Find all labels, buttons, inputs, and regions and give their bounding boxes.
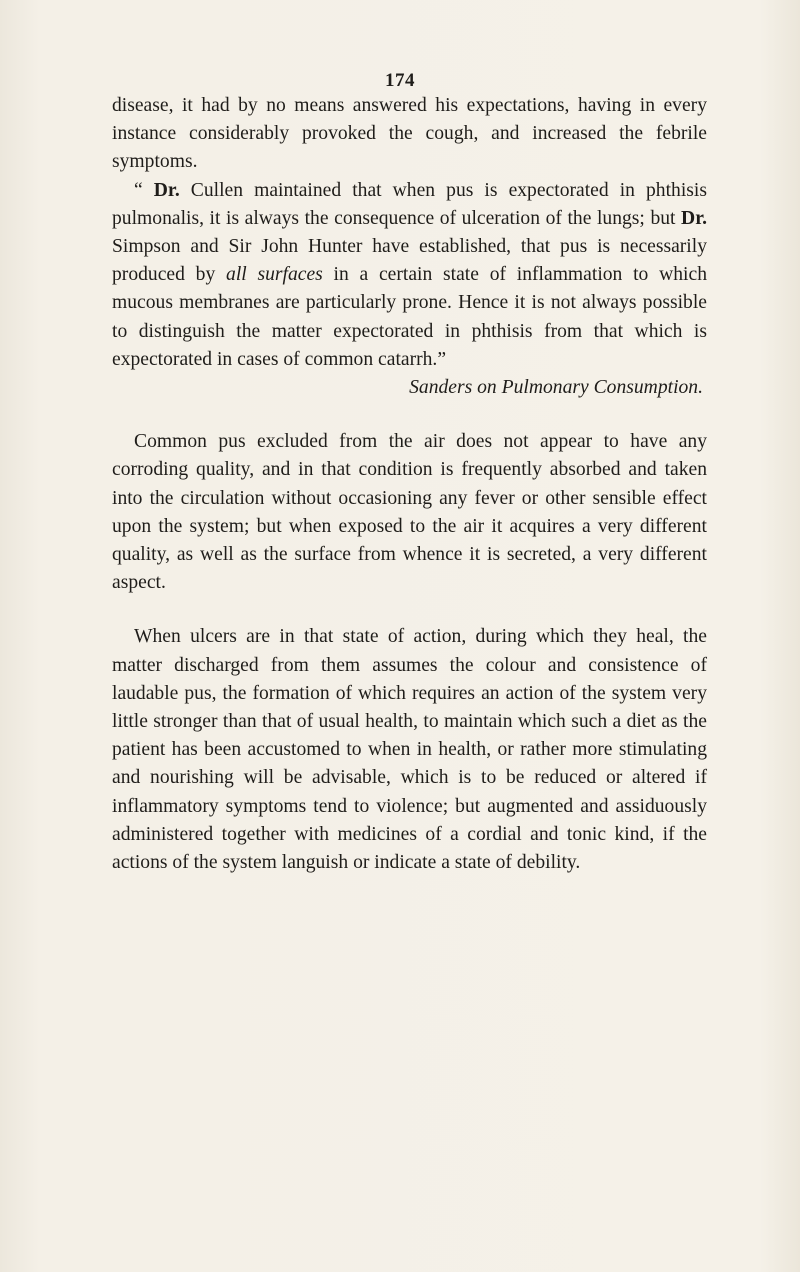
quote-dr-simpson: Dr. [681, 207, 707, 229]
quote-open: “ [134, 179, 154, 201]
quote-dr-cullen: Dr. [153, 179, 180, 201]
quote-emphasis: all surfaces [226, 264, 323, 286]
quoted-paragraph [112, 177, 707, 374]
quote-text-3: in a certain state of inflammation to which mucous membranes are particularly prone. Hence it is not always possible to distinguish the matter expectorated in phthisis from that which is expectorated in cases of common catarrh.” [112, 264, 707, 370]
quote-text-2: Simpson and Sir John Hunter have established, that pus is necessarily produced by [112, 236, 707, 286]
paragraph-common-pus: Common pus excluded from the air does not appear to have any corroding quality, and in that condition is frequently absorbed and taken into the circulation without occasioning any fever or other sensible effect upon the system; but when exposed to the air it acquires a very different quality, as well as the surface from whence it is secreted, a very different aspect. [112, 431, 707, 594]
paragraph-ulcers: When ulcers are in that state of action, during which they heal, the matter discharged from them assumes the colour and consistence of laudable pus, the formation of which requires an action of the system very little stronger than that of usual health, to maintain which such a diet as the patient has been accustomed to when in health, or rather more stimulating and nourishing will be advisable, which is to be reduced or altered if inflammatory symptoms tend to violence; but augmented and assiduously administered together with medicines of a cordial and tonic kind, if the actions of the system languish or indicate a state of debility. [112, 626, 707, 874]
quote-citation: Sanders on Pulmonary Consumption. [409, 377, 703, 399]
page-body [112, 92, 707, 877]
page-number: 174 [385, 70, 415, 91]
paragraph-continuation: disease, it had by no means answered his expectations, having in every instance considerably provoked the cough, and increased the febrile symptoms. [112, 95, 707, 173]
quote-text-1: Cullen maintained that when pus is expectorated in phthisis pulmonalis, it is always the consequence of ulceration of the lungs; but [112, 179, 707, 229]
